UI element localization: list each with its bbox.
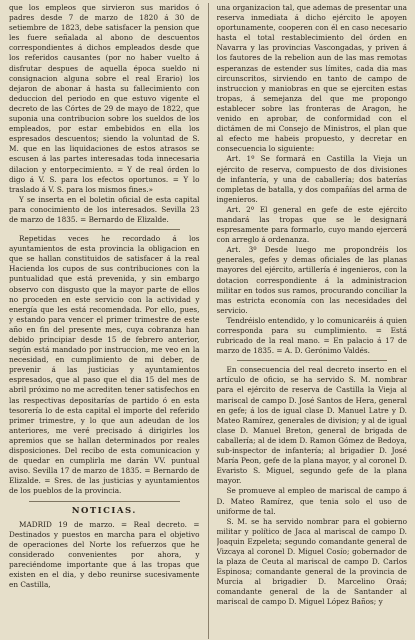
paragraph-article-2: Art. 2º El general en gefe de este ejército mandará las tropas que se le designará espresamente para formarlo, cuyo mando ejercerá con arreglo á ordenanza. [216, 204, 407, 245]
section-divider [29, 229, 180, 230]
paragraph-promotion: Se promueve al empleo de mariscal de campo á D. Mateo Ramírez, que tenia solo el uso de uniforme de tal. [216, 486, 407, 516]
paragraph-decree-closing: Tendréislo entendido, y lo comunicaréis á quien corresponda para su cumplimiento. = Está rubricado de la real mano. = En palacio á 17 de marzo de 1835. = A. D. Gerónimo Valdés. [216, 315, 407, 356]
paragraph-article-3: Art. 3º Desde luego me propondréis los generales, gefes y demas oficiales de las planas mayores del ejército, artillería é ingenieros, con la dotacion correspondiente á la administracion militar en todos sus ramos, procurando conciliar la mas estricta economía con las necesidades del servicio. [216, 245, 407, 315]
left-column [9, 3, 200, 639]
paragraph-decree-continued: una organizacion tal, que ademas de presentar una reserva inmediata á dicho ejército le apoyen oportunamente, cooperen con él en caso necesario hasta el total restablecimiento del órden en Navarra y las provincias Vascongadas, y priven á los fautores de la rebelion aun de las mas remotas esperanzas de estender sus límites, cada dia mas circunscritos, sirviendo en tanto de campo de instruccion y maniobras en que se ejerciten estas tropas, á semejanza del que me propongo establecer sobre las fronteras de Aragon, he venido en aprobar, de conformidad con el dictámen de mi Consejo de Ministros, el plan que al efecto me habeis propuesto, y decretar en consecuencia lo siguiente: [216, 3, 407, 154]
paragraph-royal-decree: MADRID 19 de marzo. = Real decreto. = Destinados y puestos en marcha para el objetivo de operaciones del Norte los refuerzos que he considerado convenientes por ahora, y pareciéndome importante que á las tropas que existen en el dia, y debo reunirse sucesivamente en Castilla, [9, 519, 200, 590]
section-divider [29, 501, 180, 502]
paragraph-appointments: En consecuencia del real decreto inserto en el artículo de oficio, se ha servido S. M. nombrar para el ejército de reserva de Castilla la Vieja al mariscal de campo D. José Santos de Hera, general en gefe; á los de igual clase D. Manuel Latre y D. Mateo Ramírez, generales de division; y al de igual clase D. Manuel Breton, general de brigada de caballería; al de idem D. Ramon Gómez de Bedoya, sub-inspector de infantería; al brigadier D. José María Peon, gefe de la plana mayor, y al coronel D. Evaristo S. Miguel, segundo gefe de la plana mayor. [216, 365, 407, 486]
paragraph-publication-note: Y se inserta en el boletin oficial de esta capital para conocimiento de los interesados. Sevilla 23 de marzo de 1835. = Bernardo de Elizalde. [9, 194, 200, 224]
right-column [217, 3, 408, 639]
column-divider [208, 3, 209, 639]
news-heading: NOTICIAS. [71, 505, 137, 516]
paragraph-governments: S. M. se ha servido nombrar para el gobierno militar y político de Jaca al mariscal de campo D. Joaquin Ezpeleta; segundo comandante general de Vizcaya al coronel D. Miguel Cosío; gobernador de la plaza de Ceuta al mariscal de campo D. Carlos Espinosa; comandante general de la provincia de Murcia al brigadier D. Marcelino Oraá; comandante general de la de Santander al mariscal de campo D. Miguel López Baños; y [216, 516, 407, 607]
text-columns [9, 3, 407, 639]
paragraph-article-1: Art. 1º Se formará en Castilla la Vieja un ejército de reserva, compuesto de dos divisiones de infantería, y una de caballería; dos baterías completas de batalla, y dos compañías del arma de ingenieros. [216, 154, 407, 204]
section-divider [237, 360, 388, 361]
paragraph-tax-circular: Repetidas veces he recordado á los ayuntamientos de esta provincia la obligacion en que se hallan constituidos de satisfacer á la real Hacienda los cupos de sus contribuciones con la puntualidad que está prevenida, y sin embargo observo con disgusto que la mayor parte de ellos no proceden en este servicio con la actividad y energía que les está recomendada. Por ello, pues, y estando para vencer el primer trimestre de este año en fin del presente mes, cuya cobranza han debido principiar desde 15 de febrero anterior, según está mandado por instruccion, me veo en la necesidad, en cumplimiento de mi deber, de prevenir á las justicias y ayuntamientos espresados, que al paso que el dia 15 del mes de abril próximo no me acrediten tener satisfechos en las respectivas depositarías de partido ó en esta tesorería lo de esta capital el importe del referido primer trimestre, y lo que aun adeudan de los anteriores, me veré precisado á dirigirles los apremios que se hallan determinados por reales disposiciones. Del recibo de esta comunicacion y de quedar en cumplirla me darán VV. puntual aviso. Sevilla 17 de marzo de 1835. = Bernardo de Elizalde. = Sres. de las justicias y ayuntamientos de los pueblos de la provincia. [9, 234, 200, 496]
paragraph-pension-order: que los empleos que sirvieron sus maridos ó padres desde 7 de marzo de 1820 á 30 de setiembre de 1823, debe satisfacer la pension que les fuere señalada al abono de descuentos correspondientes á dichos empleados desde que los referidos causantes (por no haber vuelto á disfrutar despues de aquella época sueldo ni consignacion alguna sobre el real Erario) los dejaron de abonar á hasta su fallecimiento con deduccion del periodo en que estuvo vigente el decreto de las Córtes de 29 de mayo de 1822, que suponia una contribucion sobre los sueldos de los empleados, por estar embebidos en ella los espresados descuentos; siendo la voluntad de S. M. que en las liquidaciones de estos atrasos se escusen á las partes interesadas toda innecesaria dilacion y entorpecimiento. = Y de real órden lo digo á V. S. para los efectos oportunos. = Y lo traslado á V. S. para los mismos fines.» [9, 3, 200, 194]
